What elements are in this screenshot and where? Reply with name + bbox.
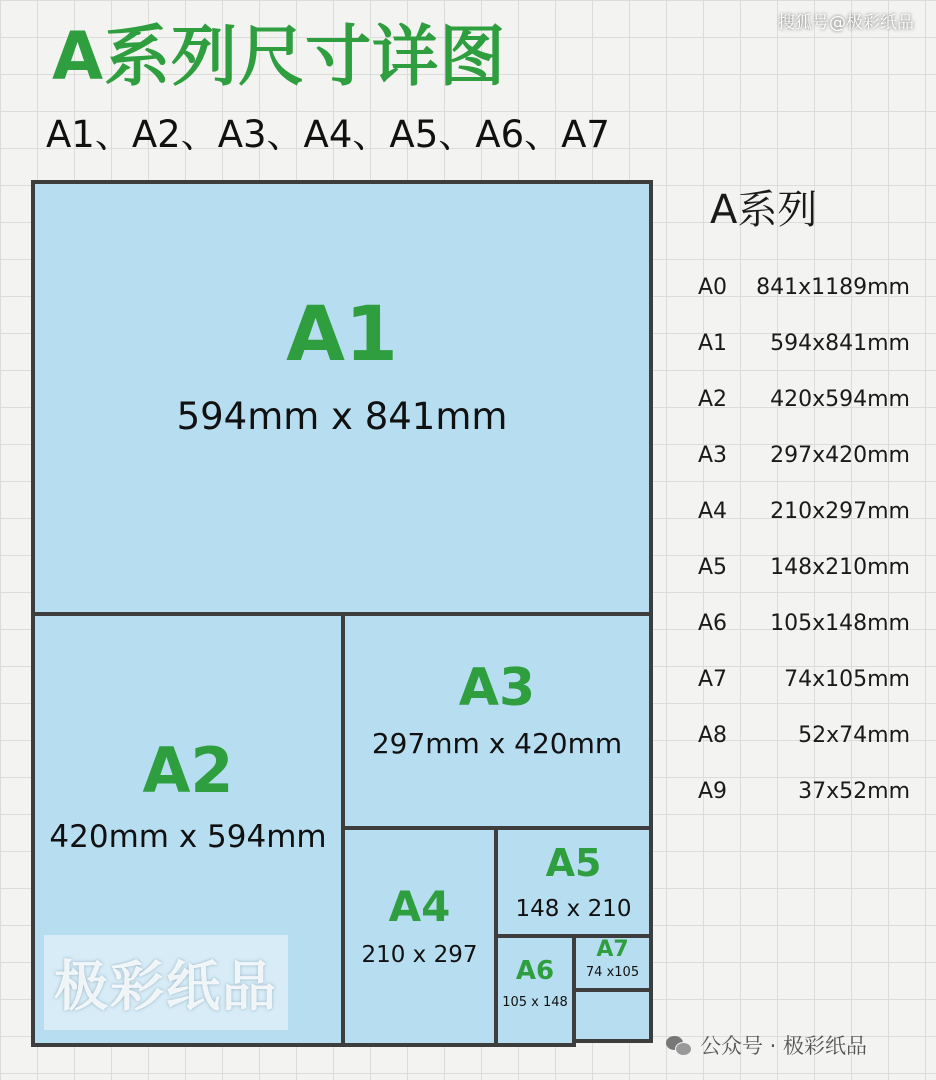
list-item-size: 74x105mm [784,667,910,692]
list-item-name: A6 [698,611,728,636]
list-item-size: 105x148mm [770,611,910,636]
list-item [698,500,910,556]
list-item-size: 420x594mm [770,387,910,412]
list-item-name: A2 [698,387,728,412]
list-item-name: A7 [698,667,728,692]
sheet-a6-size: 105 x 148 [502,995,568,1010]
sheet-a4 [341,826,498,1047]
sheet-a7-size: 74 x105 [585,965,640,980]
sheet-a4-name: A4 [388,882,451,931]
list-item-size: 52x74mm [798,723,910,748]
sheet-a1-name: A1 [286,289,398,378]
list-item-size: 37x52mm [798,779,910,804]
source-credit-text: 公众号 · 极彩纸品 [700,1034,868,1058]
list-item-name: A8 [698,723,728,748]
size-list-title: A系列 [710,187,818,233]
sheet-a1-size: 594mm x 841mm [176,395,508,438]
list-item-name: A0 [698,275,728,300]
list-item-size: 297x420mm [770,443,910,468]
list-item [698,556,910,612]
sheet-a3 [341,612,653,830]
sheet-a3-name: A3 [458,658,536,718]
sheet-a6 [494,934,576,1047]
sheet-a5-size: 148 x 210 [515,896,632,922]
sheet-a7 [572,934,653,992]
list-item [698,724,910,780]
wechat-icon [666,1034,692,1056]
list-item-name: A9 [698,779,728,804]
source-credit-bottom [666,1030,867,1060]
brand-watermark: 极彩纸品 [44,935,288,1030]
sheet-a3-size: 297mm x 420mm [371,727,623,760]
paper-size-diagram [31,180,653,1043]
list-item [698,444,910,500]
sheet-a5 [494,826,653,938]
list-item [698,388,910,444]
sheet-a2-size: 420mm x 594mm [49,819,327,855]
list-item-size: 210x297mm [770,499,910,524]
list-item-size: 594x841mm [770,331,910,356]
list-item [698,612,910,668]
list-item [698,276,910,332]
sheet-a5-name: A5 [545,841,602,885]
list-item [698,668,910,724]
sheet-a2-name: A2 [142,734,234,807]
page-title: A系列尺寸详图 [52,18,507,95]
size-list [698,276,910,836]
list-item-name: A4 [698,499,728,524]
list-item-name: A5 [698,555,728,580]
sheet-a4-size: 210 x 297 [361,942,478,968]
list-item-size: 148x210mm [770,555,910,580]
sheet-a6-name: A6 [515,956,555,986]
sheet-a7-name: A7 [596,937,629,962]
sheet-a1 [31,180,653,616]
source-credit-top: 搜狐号@极彩纸品 [778,13,914,33]
list-item [698,780,910,836]
list-item-size: 841x1189mm [756,275,910,300]
list-item-name: A3 [698,443,728,468]
list-item [698,332,910,388]
page-subtitle: A1、A2、A3、A4、A5、A6、A7 [46,113,610,156]
list-item-name: A1 [698,331,728,356]
